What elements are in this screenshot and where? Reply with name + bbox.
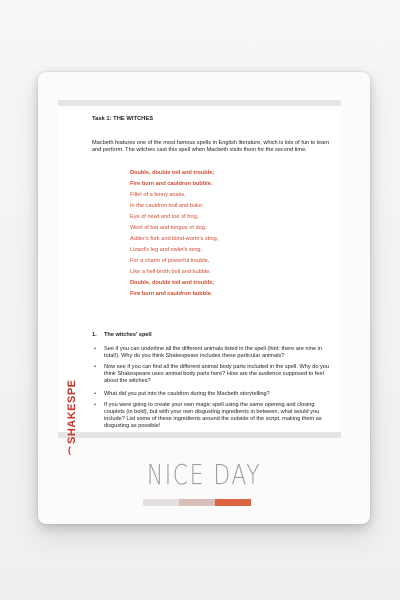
color-stripe-2 <box>179 499 215 506</box>
intro-paragraph: Macbeth features one of the most famous spells in English literature, which is lots of fun to learn and perform. The witches cast this spell when Macbeth visits them for the second time. <box>92 140 330 153</box>
spell-line: For a charm of powerful trouble, <box>130 258 210 264</box>
task-title: Task 1: THE WITCHES <box>92 116 154 122</box>
color-stripe-1 <box>143 499 179 506</box>
spell-line: Double, double toil and trouble; <box>130 280 215 286</box>
spell-line: Wool of bat and tongue of dog, <box>130 225 207 231</box>
color-stripes <box>143 499 251 506</box>
spell-line: Fire burn and cauldron bubble. <box>130 291 213 297</box>
color-stripe-3 <box>215 499 251 506</box>
spell-line: Double, double toil and trouble; <box>130 170 215 176</box>
spell-verse <box>130 168 332 300</box>
spell-line: Eye of newt and toe of frog, <box>130 214 199 220</box>
card-title: NICE DAY <box>146 458 262 491</box>
question-list <box>92 346 332 430</box>
spell-line: Fillet of a fenny snake, <box>130 192 186 198</box>
side-banner: SHAKESPE <box>66 379 78 444</box>
section-number: 1. <box>92 332 97 338</box>
question-item: • Now see if you can find all the different animal body parts included in the spell. Why do you think Shakespeare uses animal body parts here? How are the audience supposed to feel about the witches? <box>102 364 332 385</box>
spell-line: Lizard's leg and owlet's wing, <box>130 247 203 253</box>
spell-line: Fire burn and cauldron bubble. <box>130 181 213 187</box>
spell-line: Adder's fork and blind-worm's sting, <box>130 236 219 242</box>
question-item: • What did you put into the cauldron during the Macbeth storytelling? <box>102 391 332 398</box>
side-banner-fragment: ( <box>68 445 71 455</box>
spell-line: In the cauldron boil and bake; <box>130 203 204 209</box>
section-title: The witches' spell <box>104 332 152 338</box>
question-item: • See if you can underline all the different animals listed in the spell (hint: there are nine in total!). Why do you think Shakespeare includes these particular animals? <box>102 346 332 360</box>
worksheet-page <box>58 106 341 455</box>
question-item: • If you were going to create your own magic spell using the same opening and closing couplets (in bold), but with your own disgusting ingredients in between, what would you include? List some of these ingredients around the outside of the script, making them as disgusting as possible! <box>102 402 332 430</box>
card-photo <box>58 100 341 455</box>
worksheet-text <box>92 116 332 434</box>
section-heading <box>92 332 332 339</box>
spell-line: Like a hell-broth boil and bubble. <box>130 269 211 275</box>
